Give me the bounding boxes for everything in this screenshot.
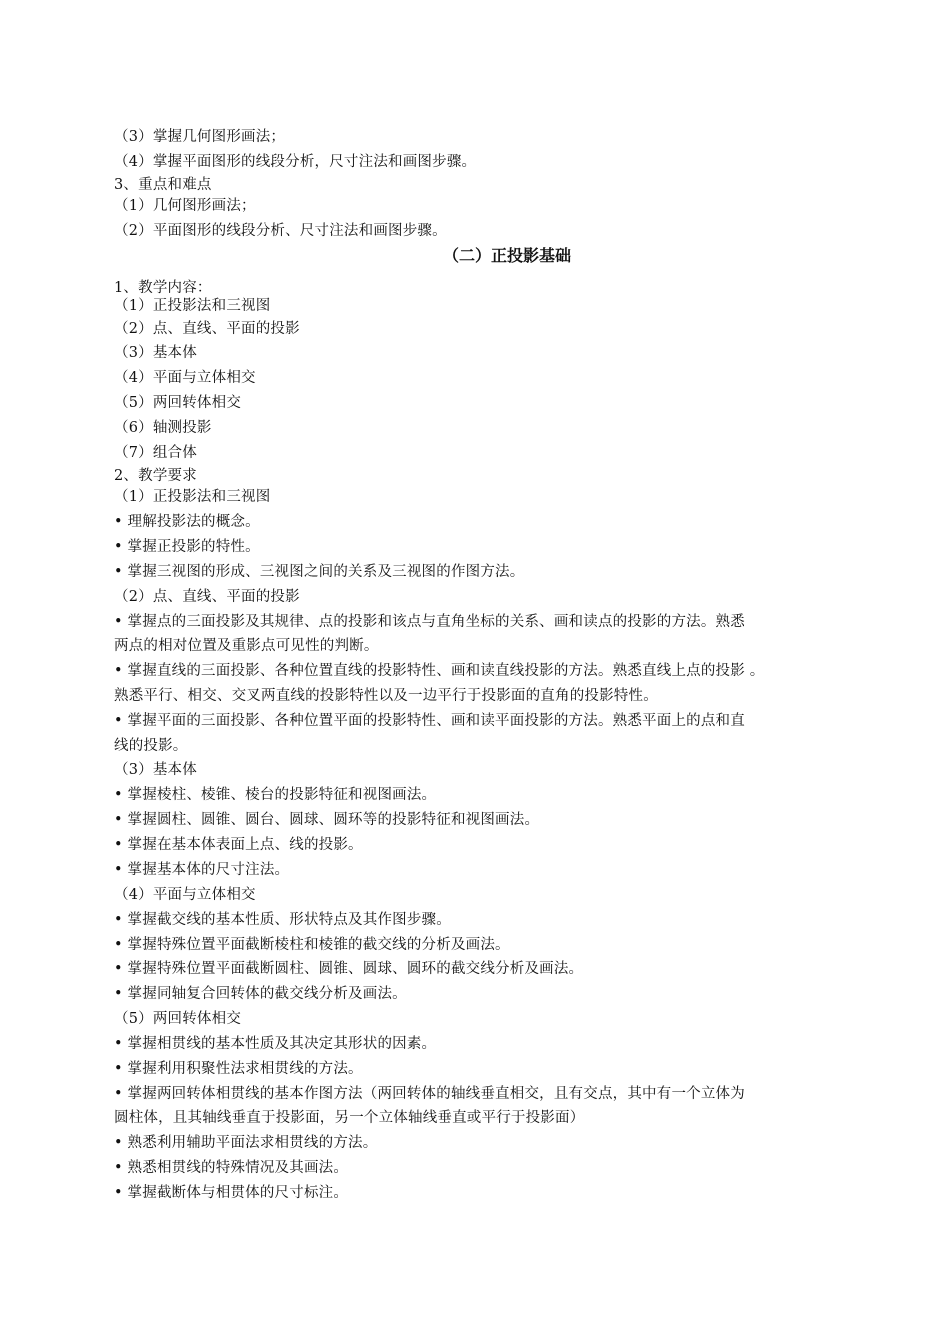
text-line: 2、教学要求 xyxy=(114,468,197,484)
text-line: （4）平面与立体相交 xyxy=(114,370,256,386)
text-line: 1、教学内容： xyxy=(114,280,212,296)
text-line: （3）掌握几何图形画法； xyxy=(114,129,286,145)
text-line: • 掌握截交线的基本性质、形状特点及其作图步骤。 xyxy=(114,912,451,928)
section-title: （二）正投影基础 xyxy=(442,246,571,265)
text-line: （4）平面与立体相交 xyxy=(114,887,256,903)
text-line: • 掌握棱柱、棱锥、棱台的投影特征和视图画法。 xyxy=(114,787,437,803)
text-line: （4）掌握平面图形的线段分析，尺寸注法和画图步骤。 xyxy=(114,154,477,170)
text-line: （2）点、直线、平面的投影 xyxy=(114,589,300,605)
text-line: 线的投影。 xyxy=(114,738,188,754)
text-line: • 掌握特殊位置平面截断棱柱和棱锥的截交线的分析及画法。 xyxy=(114,937,510,953)
text-line: （3）基本体 xyxy=(114,762,197,778)
text-line: • 掌握基本体的尺寸注法。 xyxy=(114,862,290,878)
text-line: • 掌握三视图的形成、三视图之间的关系及三视图的作图方法。 xyxy=(114,564,525,580)
text-line: 两点的相对位置及重影点可见性的判断。 xyxy=(114,638,379,654)
text-line: （3）基本体 xyxy=(114,345,197,361)
text-line: 熟悉平行、相交、交叉两直线的投影特性以及一边平行于投影面的直角的投影特性。 xyxy=(114,688,658,704)
text-line: （2）点、直线、平面的投影 xyxy=(114,321,300,337)
text-line: • 掌握正投影的特性。 xyxy=(114,539,260,555)
text-line: （6）轴测投影 xyxy=(114,420,212,436)
text-line: 圆柱体，且其轴线垂直于投影面，另一个立体轴线垂直或平行于投影面） xyxy=(114,1110,585,1126)
text-line: • 掌握同轴复合回转体的截交线分析及画法。 xyxy=(114,986,407,1002)
text-line: • 掌握点的三面投影及其规律、点的投影和该点与直角坐标的关系、画和读点的投影的方法。熟悉 xyxy=(114,614,745,630)
text-line: • 熟悉利用辅助平面法求相贯线的方法。 xyxy=(114,1135,378,1151)
text-line: • 掌握相贯线的基本性质及其决定其形状的因素。 xyxy=(114,1036,437,1052)
text-line: （2）平面图形的线段分析、尺寸注法和画图步骤。 xyxy=(114,223,447,239)
text-line: • 理解投影法的概念。 xyxy=(114,514,260,530)
text-line: • 掌握在基本体表面上点、线的投影。 xyxy=(114,837,363,853)
text-line: • 掌握特殊位置平面截断圆柱、圆锥、圆球、圆环的截交线分析及画法。 xyxy=(114,961,584,977)
text-line: • 掌握平面的三面投影、各种位置平面的投影特性、画和读平面投影的方法。熟悉平面上的点和直 xyxy=(114,713,745,729)
text-line: • 掌握两回转体相贯线的基本作图方法（两回转体的轴线垂直相交，且有交点，其中有一个立体为 xyxy=(114,1086,745,1102)
text-line: （1）正投影法和三视图 xyxy=(114,298,271,314)
text-line: （5）两回转体相交 xyxy=(114,395,242,411)
text-line: （7）组合体 xyxy=(114,445,197,461)
text-line: • 熟悉相贯线的特殊情况及其画法。 xyxy=(114,1160,349,1176)
text-line: • 掌握利用积聚性法求相贯线的方法。 xyxy=(114,1061,363,1077)
text-line: • 掌握直线的三面投影、各种位置直线的投影特性、画和读直线投影的方法。熟悉直线上点的投影 。 xyxy=(114,663,765,679)
text-line: 3、重点和难点 xyxy=(114,177,212,193)
text-line: （1）正投影法和三视图 xyxy=(114,489,271,505)
text-line: （1）几何图形画法； xyxy=(114,198,256,214)
text-line: • 掌握截断体与相贯体的尺寸标注。 xyxy=(114,1185,349,1201)
text-line: • 掌握圆柱、圆锥、圆台、圆球、圆环等的投影特征和视图画法。 xyxy=(114,812,540,828)
text-line: （5）两回转体相交 xyxy=(114,1011,242,1027)
